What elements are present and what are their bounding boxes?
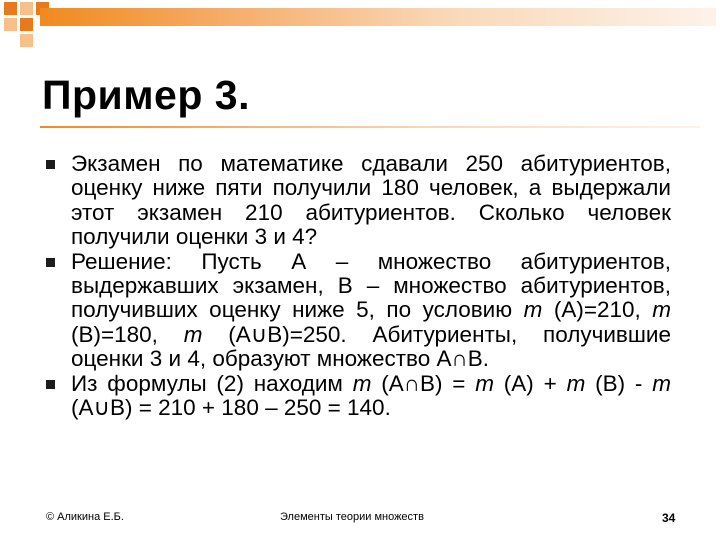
measure-symbol: m bbox=[652, 370, 671, 396]
measure-symbol: m bbox=[566, 370, 586, 396]
bullet-item bbox=[46, 372, 671, 421]
bullet-text: Из формулы (2) находим bbox=[71, 370, 353, 396]
measure-symbol: m bbox=[352, 370, 372, 396]
measure-symbol: m bbox=[523, 297, 543, 323]
slide-title: Пример 3. bbox=[42, 72, 250, 118]
bullet-text: (А) + bbox=[493, 370, 567, 396]
bullet-text: (А∪В)=250. Абитуриенты, получившие оценки 3 и 4, образуют множество А∩В. bbox=[71, 321, 671, 372]
decor-square bbox=[20, 2, 33, 15]
decor-square bbox=[4, 18, 17, 31]
bullet-item bbox=[46, 250, 671, 372]
measure-symbol: m bbox=[183, 321, 203, 347]
header-bar bbox=[40, 8, 716, 26]
bullet-text: (А∪В) = 210 + 180 – 250 = 140. bbox=[71, 395, 391, 421]
footer-topic: Элементы теории множеств bbox=[280, 511, 424, 523]
slide-content bbox=[46, 152, 671, 420]
bullet-item bbox=[46, 152, 671, 250]
decor-square bbox=[4, 2, 17, 15]
decor-square bbox=[20, 18, 33, 31]
bullet-marker bbox=[46, 160, 55, 169]
bullet-text: Экзамен по математике сдавали 250 абитуриентов, оценку ниже пяти получили 180 человек, а выдержали этот экзамен 210 абитуриентов. Сколько человек получили оценки 3 и 4? bbox=[71, 151, 671, 250]
bullet-text: Решение: Пусть А – множество абитуриентов, выдержавших экзамен, В – множество абитуриентов, получивших оценку ниже 5, по условию bbox=[71, 248, 671, 323]
decor-square bbox=[20, 34, 33, 47]
bullet-text: (В)=180, bbox=[71, 321, 184, 347]
bullet-text: (В) - bbox=[585, 370, 653, 396]
bullet-text: (А)=210, bbox=[542, 297, 653, 323]
page-number: 34 bbox=[662, 511, 676, 525]
measure-symbol: m bbox=[652, 297, 671, 323]
bullet-marker bbox=[46, 380, 55, 389]
measure-symbol: m bbox=[475, 370, 494, 396]
bullet-text: (А∩В) = bbox=[371, 370, 476, 396]
title-divider bbox=[40, 126, 700, 128]
footer-author: © Аликина Е.Б. bbox=[46, 511, 124, 523]
bullet-marker bbox=[46, 258, 55, 267]
